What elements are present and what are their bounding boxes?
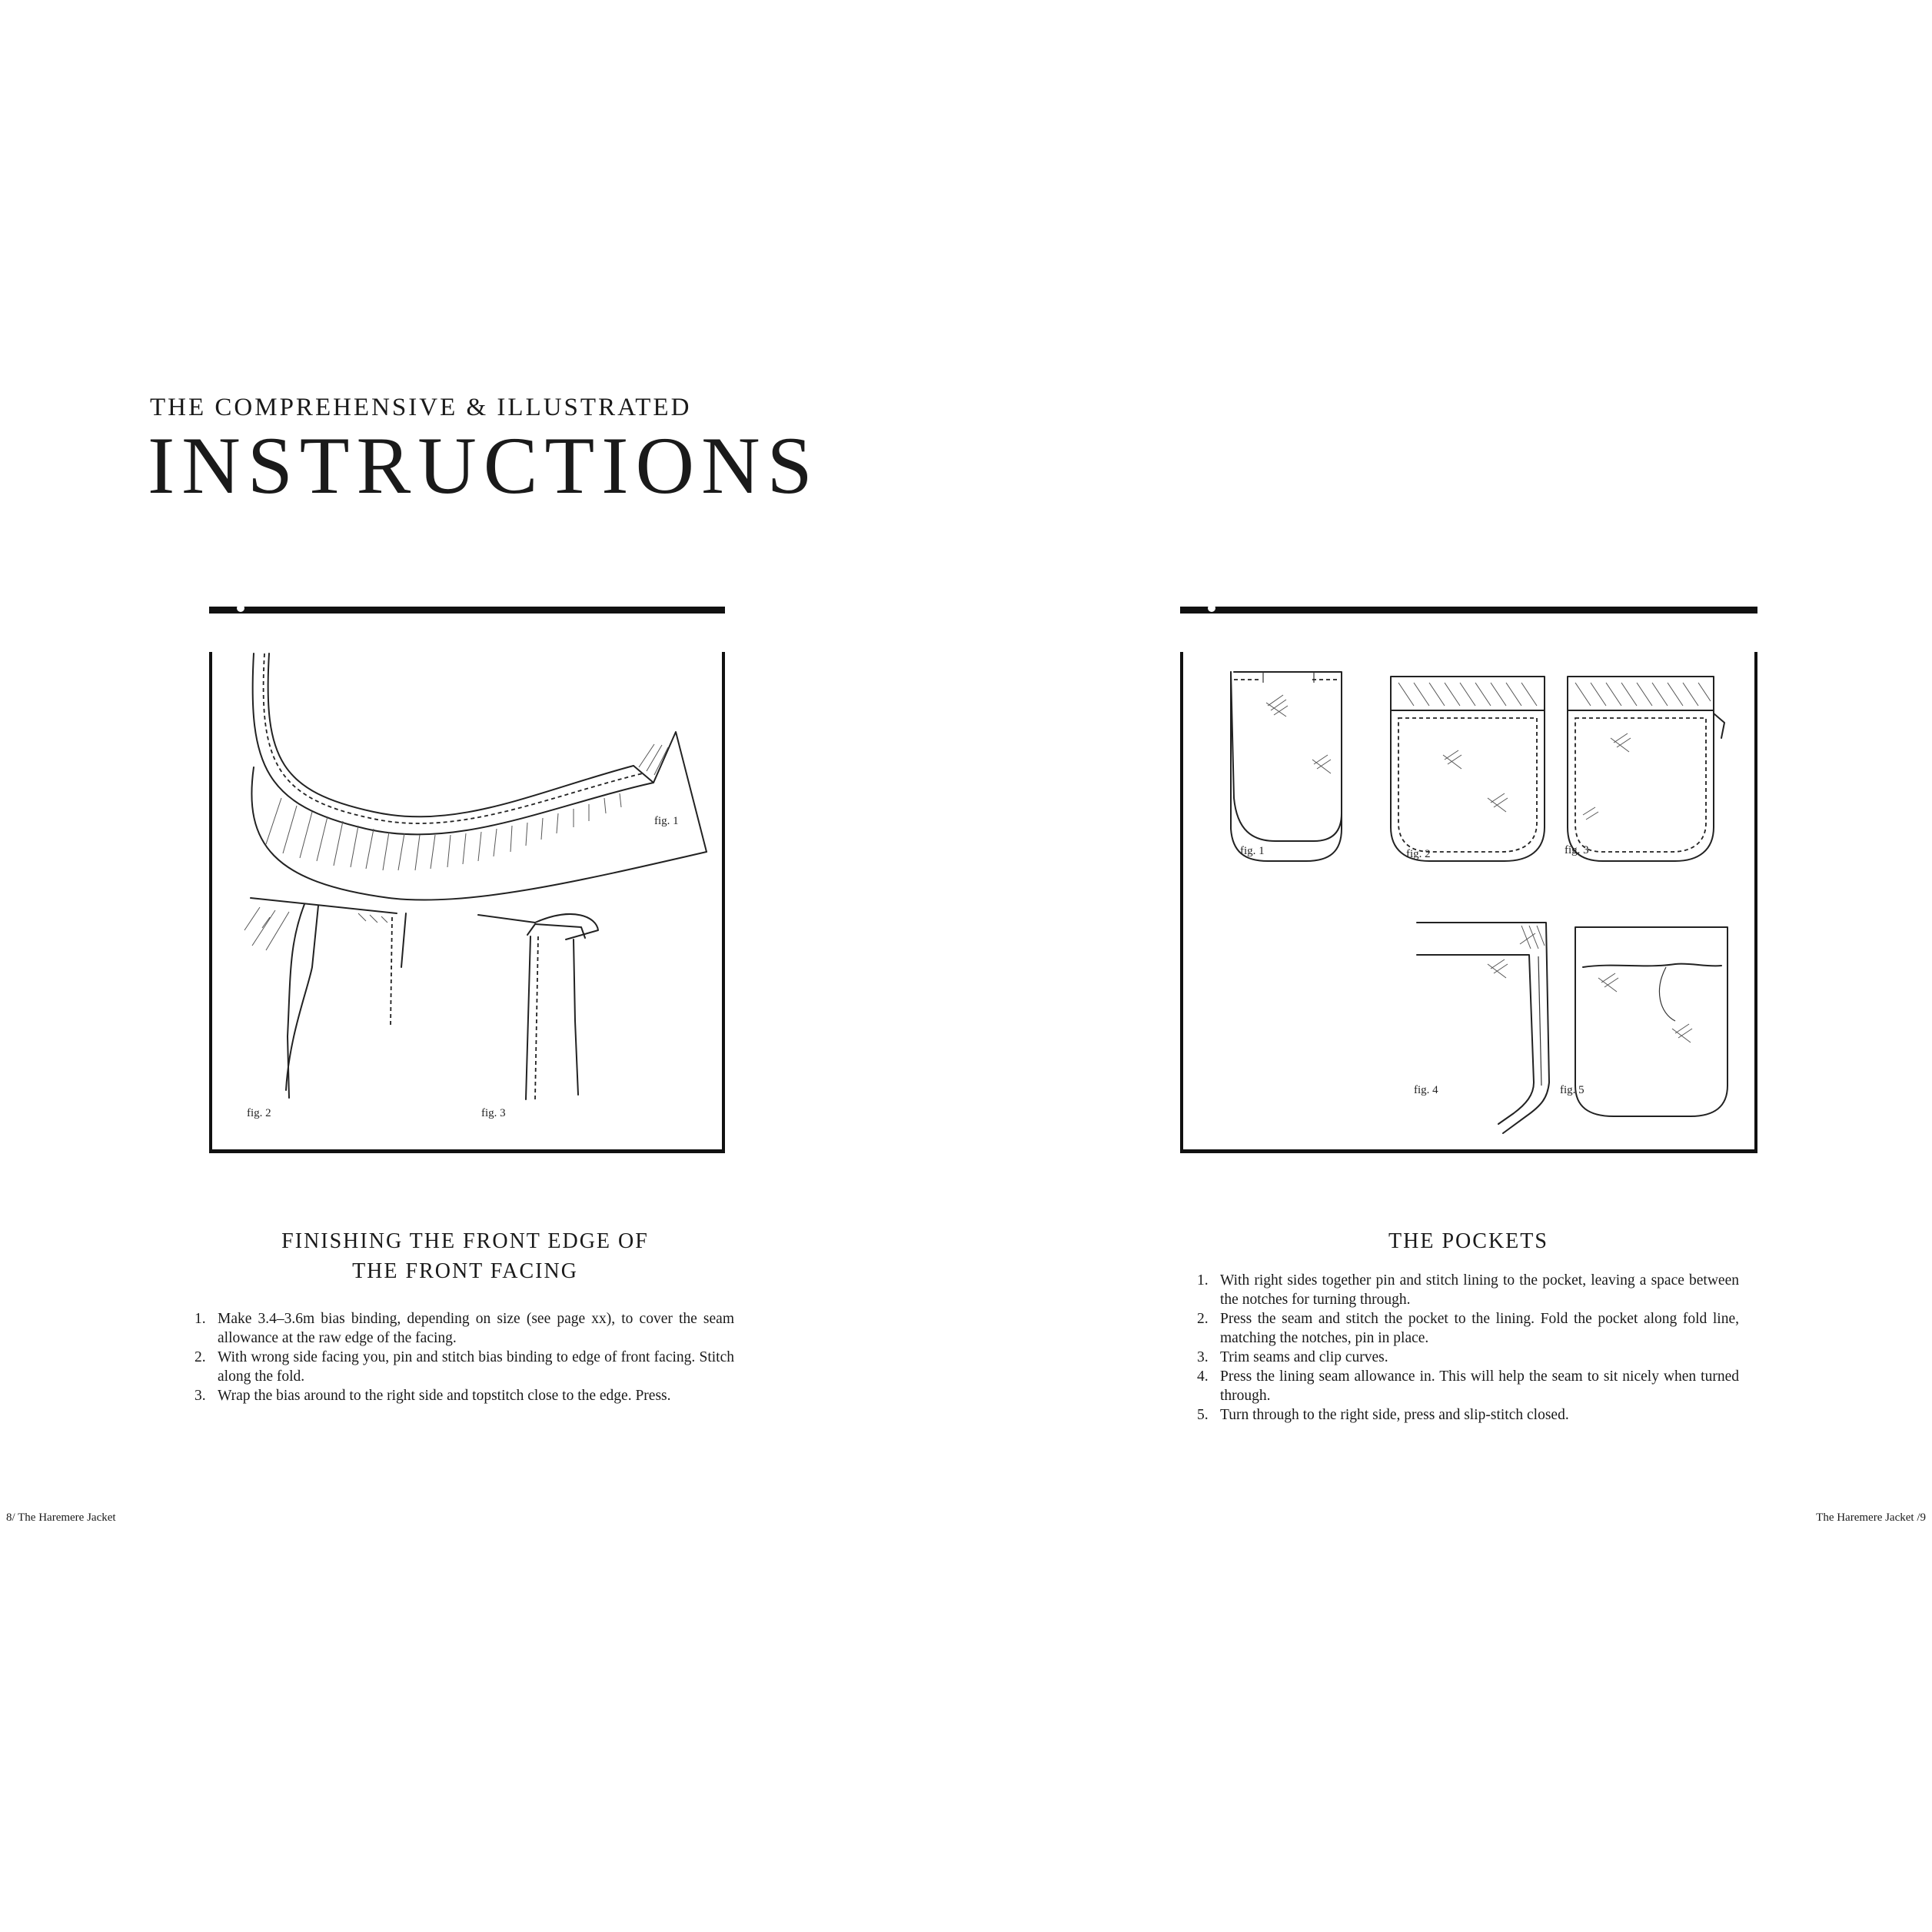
right-fig-1-label: fig. 1 xyxy=(1240,845,1265,857)
page-title: INSTRUCTIONS xyxy=(148,421,820,510)
pocket-drawings xyxy=(1183,652,1761,1153)
left-steps-list xyxy=(195,1309,734,1405)
left-section-heading xyxy=(231,1226,700,1286)
facing-curve-drawing xyxy=(212,652,728,1153)
left-heading-line-2: THE FRONT FACING xyxy=(352,1259,578,1283)
right-section-heading: THE POCKETS xyxy=(1388,1229,1548,1253)
left-fig-2-label: fig. 2 xyxy=(247,1107,271,1119)
right-step-2: 2. Press the seam and stitch the pocket to the lining. Fold the pocket along fold line, matching the notches, pin in place. xyxy=(1197,1311,1739,1346)
right-step-4: 4. Press the lining seam allowance in. This will help the seam to sit nicely when turned through. xyxy=(1197,1368,1739,1404)
left-panel-top-bar xyxy=(209,607,725,614)
left-step-1: 1. Make 3.4–3.6m bias binding, depending on size (see page xx), to cover the seam allowance at the raw edge of the facing. xyxy=(195,1311,734,1346)
left-step-2: 2. With wrong side facing you, pin and stitch bias binding to edge of front facing. Stitch along the fold. xyxy=(195,1349,734,1385)
right-fig-4-label: fig. 4 xyxy=(1414,1084,1438,1096)
left-heading-line-1: FINISHING THE FRONT EDGE OF xyxy=(281,1229,649,1253)
left-illustration-panel xyxy=(209,652,725,1153)
right-step-5: 5. Turn through to the right side, press and slip-stitch closed. xyxy=(1197,1407,1569,1423)
page-subtitle: THE COMPREHENSIVE & ILLUSTRATED xyxy=(150,394,692,421)
footer-right-folio: The Haremere Jacket /9 xyxy=(1816,1511,1926,1524)
right-fig-5-label: fig. 5 xyxy=(1560,1084,1585,1096)
left-fig-1-label: fig. 1 xyxy=(654,815,679,827)
right-illustration-panel xyxy=(1180,652,1757,1153)
left-fig-3-label: fig. 3 xyxy=(481,1107,506,1119)
right-panel-top-bar xyxy=(1180,607,1757,614)
right-fig-3-label: fig. 3 xyxy=(1565,844,1589,856)
footer-left-folio: 8/ The Haremere Jacket xyxy=(6,1511,116,1524)
right-step-1: 1. With right sides together pin and stitch lining to the pocket, leaving a space between the notches for turning through. xyxy=(1197,1272,1739,1308)
left-step-3: 3. Wrap the bias around to the right side and topstitch close to the edge. Press. xyxy=(195,1388,671,1404)
right-fig-2-label: fig. 2 xyxy=(1406,848,1431,860)
right-step-3: 3. Trim seams and clip curves. xyxy=(1197,1349,1388,1365)
right-steps-list xyxy=(1197,1271,1739,1425)
